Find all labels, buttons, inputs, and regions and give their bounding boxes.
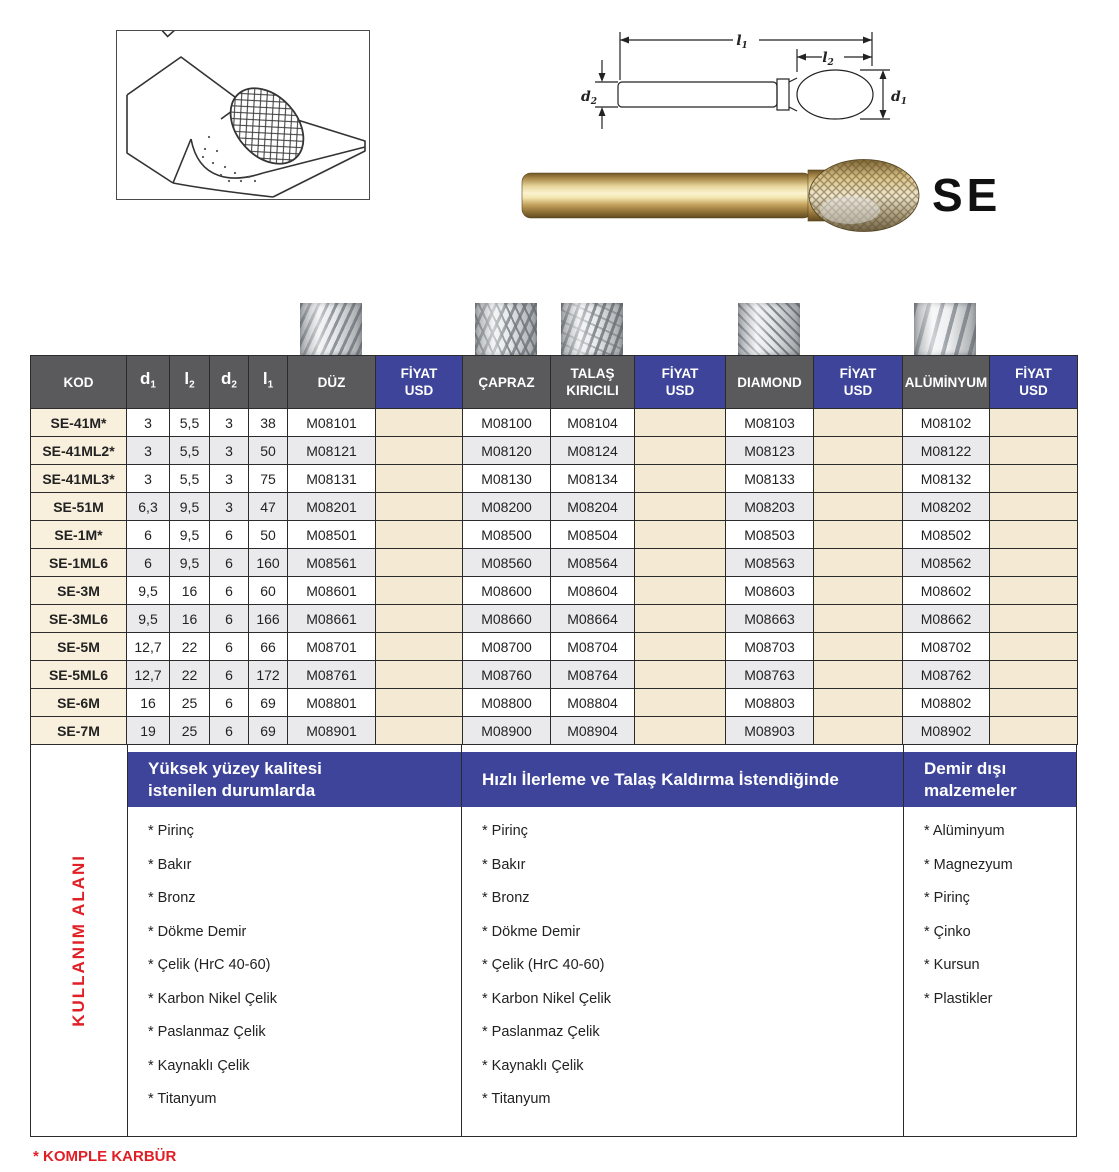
cell-fiyat-usd <box>990 465 1078 493</box>
cell-duz-code: M08601 <box>288 577 376 605</box>
col-header-d1: $d_1$ <box>127 356 170 409</box>
usage-column-header: Hızlı İlerleme ve Talaş Kaldırma İstendiğinde <box>462 752 903 807</box>
usage-column-header: Demir dışı malzemeler <box>904 752 1076 807</box>
cell-fiyat-usd <box>635 493 726 521</box>
usage-item: * Kursun <box>924 957 980 973</box>
cell-aluminyum-code: M08102 <box>903 409 990 437</box>
usage-section-title: KULLANIM ALANI <box>69 854 88 1027</box>
cell-l2: 5,5 <box>170 465 210 493</box>
usage-item: * Magnezyum <box>924 856 1013 873</box>
cell-fiyat-usd <box>990 577 1078 605</box>
cell-duz-code: M08121 <box>288 437 376 465</box>
usage-item: * Bronz <box>482 890 530 906</box>
col-header-duz: DÜZ <box>288 356 376 409</box>
col-header-capraz: ÇAPRAZ <box>463 356 551 409</box>
cell-d2: 6 <box>210 605 249 633</box>
spec-table-body <box>31 409 1078 745</box>
cell-fiyat-usd <box>814 605 903 633</box>
cell-l2: 25 <box>170 689 210 717</box>
cell-duz-code: M08561 <box>288 549 376 577</box>
col-header-kod: KOD <box>31 356 127 409</box>
usage-item: * Titanyum <box>148 1091 217 1107</box>
cell-diamond-code: M08803 <box>726 689 814 717</box>
cell-d2: 6 <box>210 521 249 549</box>
col-header-l2: $l_2$ <box>170 356 210 409</box>
cell-capraz-code: M08600 <box>463 577 551 605</box>
cell-talas-kiricili-code: M08804 <box>551 689 635 717</box>
product-series-label: SE <box>932 169 1002 221</box>
cell-kod: SE-5ML6 <box>31 661 127 689</box>
cell-l2: 22 <box>170 633 210 661</box>
cell-diamond-code: M08563 <box>726 549 814 577</box>
cell-aluminyum-code: M08802 <box>903 689 990 717</box>
cell-kod: SE-41ML3* <box>31 465 127 493</box>
burr-texture-capraz-thumb <box>475 303 537 355</box>
cell-aluminyum-code: M08132 <box>903 465 990 493</box>
col-header-l1: $l_1$ <box>249 356 288 409</box>
dim-label-l1: $l_1$ <box>736 33 748 51</box>
cell-fiyat-usd <box>376 605 463 633</box>
cell-talas-kiricili-code: M08704 <box>551 633 635 661</box>
cell-fiyat-usd <box>814 689 903 717</box>
cell-d2: 3 <box>210 493 249 521</box>
table-row <box>31 549 1078 577</box>
usage-item: * Paslanmaz Çelik <box>148 1024 266 1040</box>
application-illustration <box>116 30 370 200</box>
cell-l1: 160 <box>249 549 288 577</box>
cell-d1: 6,3 <box>127 493 170 521</box>
table-row <box>31 493 1078 521</box>
cell-diamond-code: M08133 <box>726 465 814 493</box>
usage-item: * Karbon Nikel Çelik <box>482 990 611 1007</box>
usage-item: * Pirinç <box>148 823 194 839</box>
cell-fiyat-usd <box>376 661 463 689</box>
cell-diamond-code: M08703 <box>726 633 814 661</box>
dim-label-d2: $d_2$ <box>581 89 598 107</box>
col-header-fiyat-usd-3: FİYAT USD <box>814 356 903 409</box>
cell-talas-kiricili-code: M08104 <box>551 409 635 437</box>
usage-column-yuksek-yuzey <box>128 745 462 1136</box>
usage-item: * Bronz <box>148 890 196 906</box>
carbide-footnote: * KOMPLE KARBÜR <box>33 1148 177 1165</box>
cell-l2: 9,5 <box>170 521 210 549</box>
cell-fiyat-usd <box>814 661 903 689</box>
cell-diamond-code: M08123 <box>726 437 814 465</box>
cell-duz-code: M08761 <box>288 661 376 689</box>
cell-d2: 3 <box>210 409 249 437</box>
cell-duz-code: M08661 <box>288 605 376 633</box>
table-row <box>31 437 1078 465</box>
cell-talas-kiricili-code: M08664 <box>551 605 635 633</box>
cell-capraz-code: M08800 <box>463 689 551 717</box>
cell-kod: SE-51M <box>31 493 127 521</box>
cell-l1: 50 <box>249 521 288 549</box>
cell-aluminyum-code: M08702 <box>903 633 990 661</box>
cell-l2: 22 <box>170 661 210 689</box>
cell-l2: 9,5 <box>170 493 210 521</box>
usage-section <box>30 744 1077 1137</box>
cell-l1: 75 <box>249 465 288 493</box>
cell-capraz-code: M08200 <box>463 493 551 521</box>
cell-fiyat-usd <box>376 493 463 521</box>
usage-item: * Kaynaklı Çelik <box>148 1057 250 1074</box>
cell-talas-kiricili-code: M08204 <box>551 493 635 521</box>
table-row <box>31 605 1078 633</box>
cell-fiyat-usd <box>990 521 1078 549</box>
cell-d2: 6 <box>210 689 249 717</box>
cell-fiyat-usd <box>635 633 726 661</box>
cell-duz-code: M08101 <box>288 409 376 437</box>
cell-fiyat-usd <box>990 493 1078 521</box>
cell-kod: SE-1ML6 <box>31 549 127 577</box>
cell-kod: SE-3ML6 <box>31 605 127 633</box>
cell-d2: 3 <box>210 465 249 493</box>
dim-label-d1: $d_1$ <box>891 89 908 107</box>
cell-l1: 66 <box>249 633 288 661</box>
usage-item: * Kaynaklı Çelik <box>482 1057 584 1074</box>
cell-d2: 6 <box>210 633 249 661</box>
cell-capraz-code: M08760 <box>463 661 551 689</box>
cell-fiyat-usd <box>990 633 1078 661</box>
cell-fiyat-usd <box>990 661 1078 689</box>
cell-fiyat-usd <box>376 717 463 745</box>
cell-diamond-code: M08503 <box>726 521 814 549</box>
cell-aluminyum-code: M08122 <box>903 437 990 465</box>
table-row <box>31 717 1078 745</box>
cell-talas-kiricili-code: M08904 <box>551 717 635 745</box>
cell-d1: 3 <box>127 437 170 465</box>
cell-talas-kiricili-code: M08764 <box>551 661 635 689</box>
cell-fiyat-usd <box>635 437 726 465</box>
cell-fiyat-usd <box>990 689 1078 717</box>
cell-duz-code: M08901 <box>288 717 376 745</box>
spec-table-header-row <box>31 356 1078 409</box>
table-row <box>31 465 1078 493</box>
cell-fiyat-usd <box>990 605 1078 633</box>
cell-duz-code: M08201 <box>288 493 376 521</box>
cell-d2: 6 <box>210 661 249 689</box>
cell-l2: 25 <box>170 717 210 745</box>
cell-l1: 166 <box>249 605 288 633</box>
usage-item: * Plastikler <box>924 990 993 1007</box>
cell-diamond-code: M08903 <box>726 717 814 745</box>
cell-capraz-code: M08130 <box>463 465 551 493</box>
cell-capraz-code: M08100 <box>463 409 551 437</box>
cell-d2: 6 <box>210 577 249 605</box>
cell-duz-code: M08701 <box>288 633 376 661</box>
cell-fiyat-usd <box>814 549 903 577</box>
cell-d2: 3 <box>210 437 249 465</box>
cell-duz-code: M08131 <box>288 465 376 493</box>
usage-item: * Paslanmaz Çelik <box>482 1024 600 1040</box>
col-header-fiyat-usd-2: FİYAT USD <box>635 356 726 409</box>
cell-fiyat-usd <box>376 633 463 661</box>
cell-l1: 69 <box>249 689 288 717</box>
cell-talas-kiricili-code: M08504 <box>551 521 635 549</box>
cell-fiyat-usd <box>990 717 1078 745</box>
cell-l1: 47 <box>249 493 288 521</box>
product-photo <box>500 148 930 243</box>
usage-item: * Titanyum <box>482 1091 551 1107</box>
cell-capraz-code: M08660 <box>463 605 551 633</box>
cell-d2: 6 <box>210 549 249 577</box>
usage-label-cell <box>31 745 128 1136</box>
cell-duz-code: M08801 <box>288 689 376 717</box>
usage-item: * Bakır <box>148 856 192 873</box>
cell-diamond-code: M08663 <box>726 605 814 633</box>
cell-fiyat-usd <box>814 717 903 745</box>
usage-item: * Dökme Demir <box>148 923 247 940</box>
burr-texture-duz-thumb <box>300 303 362 355</box>
cell-fiyat-usd <box>635 549 726 577</box>
burr-texture-aluminyum-thumb <box>914 303 976 355</box>
usage-column-header: Yüksek yüzey kalitesi istenilen durumlarda <box>128 752 461 807</box>
cell-fiyat-usd <box>635 717 726 745</box>
cell-fiyat-usd <box>990 409 1078 437</box>
cell-aluminyum-code: M08502 <box>903 521 990 549</box>
burr-texture-diamond-thumb <box>738 303 800 355</box>
cell-talas-kiricili-code: M08134 <box>551 465 635 493</box>
cell-aluminyum-code: M08562 <box>903 549 990 577</box>
workpiece-drawing-icon <box>117 31 368 198</box>
cell-fiyat-usd <box>635 521 726 549</box>
usage-column-hizli-ilerleme <box>462 745 904 1136</box>
burr-texture-talas-kiricili-thumb <box>561 303 623 355</box>
cell-l2: 9,5 <box>170 549 210 577</box>
usage-column-demir-disi <box>904 745 1076 1136</box>
usage-item: * Pirinç <box>482 823 528 839</box>
cell-fiyat-usd <box>814 521 903 549</box>
cell-fiyat-usd <box>376 689 463 717</box>
table-row <box>31 577 1078 605</box>
usage-item: * Alüminyum <box>924 823 1005 839</box>
cell-fiyat-usd <box>635 661 726 689</box>
cell-l1: 50 <box>249 437 288 465</box>
cell-d1: 19 <box>127 717 170 745</box>
cell-kod: SE-41ML2* <box>31 437 127 465</box>
cell-kod: SE-1M* <box>31 521 127 549</box>
cell-l2: 16 <box>170 605 210 633</box>
cell-d1: 9,5 <box>127 605 170 633</box>
cell-fiyat-usd <box>635 577 726 605</box>
cell-aluminyum-code: M08202 <box>903 493 990 521</box>
cell-talas-kiricili-code: M08124 <box>551 437 635 465</box>
cell-l2: 16 <box>170 577 210 605</box>
cell-l2: 5,5 <box>170 437 210 465</box>
cell-fiyat-usd <box>814 633 903 661</box>
cell-fiyat-usd <box>814 437 903 465</box>
cell-d1: 6 <box>127 521 170 549</box>
cell-kod: SE-3M <box>31 577 127 605</box>
col-header-fiyat-usd-1: FİYAT USD <box>376 356 463 409</box>
cell-kod: SE-5M <box>31 633 127 661</box>
usage-item: * Bakır <box>482 856 526 873</box>
table-row <box>31 409 1078 437</box>
cell-fiyat-usd <box>376 437 463 465</box>
cell-l1: 38 <box>249 409 288 437</box>
col-header-talas-kiricili: TALAŞ KIRICILI <box>551 356 635 409</box>
table-row <box>31 521 1078 549</box>
cell-capraz-code: M08900 <box>463 717 551 745</box>
cell-l1: 60 <box>249 577 288 605</box>
cell-fiyat-usd <box>814 409 903 437</box>
cell-capraz-code: M08120 <box>463 437 551 465</box>
cell-l2: 5,5 <box>170 409 210 437</box>
cell-d1: 3 <box>127 409 170 437</box>
table-row <box>31 661 1078 689</box>
cell-d1: 3 <box>127 465 170 493</box>
table-row <box>31 633 1078 661</box>
usage-list <box>128 823 461 1125</box>
cell-l1: 172 <box>249 661 288 689</box>
cell-d1: 16 <box>127 689 170 717</box>
cell-kod: SE-41M* <box>31 409 127 437</box>
cell-fiyat-usd <box>376 465 463 493</box>
col-header-fiyat-usd-4: FİYAT USD <box>990 356 1078 409</box>
cell-aluminyum-code: M08662 <box>903 605 990 633</box>
col-header-d2: $d_2$ <box>210 356 249 409</box>
dimension-diagram <box>575 22 915 142</box>
usage-item: * Pirinç <box>924 890 970 906</box>
cell-fiyat-usd <box>376 549 463 577</box>
cell-aluminyum-code: M08762 <box>903 661 990 689</box>
cell-fiyat-usd <box>376 409 463 437</box>
usage-item: * Çelik (HrC 40-60) <box>482 957 605 973</box>
cell-capraz-code: M08500 <box>463 521 551 549</box>
usage-item: * Çelik (HrC 40-60) <box>148 957 271 973</box>
cell-l1: 69 <box>249 717 288 745</box>
cell-fiyat-usd <box>814 577 903 605</box>
usage-item: * Karbon Nikel Çelik <box>148 990 277 1007</box>
cell-capraz-code: M08700 <box>463 633 551 661</box>
usage-item: * Çinko <box>924 923 971 940</box>
cell-diamond-code: M08763 <box>726 661 814 689</box>
cell-d1: 6 <box>127 549 170 577</box>
cell-diamond-code: M08603 <box>726 577 814 605</box>
cell-talas-kiricili-code: M08564 <box>551 549 635 577</box>
cell-diamond-code: M08103 <box>726 409 814 437</box>
cell-kod: SE-6M <box>31 689 127 717</box>
cell-fiyat-usd <box>814 493 903 521</box>
cell-d2: 6 <box>210 717 249 745</box>
cell-fiyat-usd <box>376 577 463 605</box>
dim-label-l2: $l_2$ <box>822 50 834 68</box>
cell-d1: 9,5 <box>127 577 170 605</box>
cell-fiyat-usd <box>376 521 463 549</box>
cell-fiyat-usd <box>990 549 1078 577</box>
cell-duz-code: M08501 <box>288 521 376 549</box>
cell-aluminyum-code: M08902 <box>903 717 990 745</box>
usage-list <box>904 823 1076 1024</box>
cell-d1: 12,7 <box>127 633 170 661</box>
cell-capraz-code: M08560 <box>463 549 551 577</box>
cell-fiyat-usd <box>814 465 903 493</box>
cell-kod: SE-7M <box>31 717 127 745</box>
usage-item: * Dökme Demir <box>482 923 581 940</box>
cell-fiyat-usd <box>635 465 726 493</box>
cell-fiyat-usd <box>635 689 726 717</box>
cell-talas-kiricili-code: M08604 <box>551 577 635 605</box>
cell-diamond-code: M08203 <box>726 493 814 521</box>
col-header-diamond: DIAMOND <box>726 356 814 409</box>
cell-aluminyum-code: M08602 <box>903 577 990 605</box>
cell-fiyat-usd <box>635 409 726 437</box>
table-row <box>31 689 1078 717</box>
col-header-aluminyum: ALÜMİNYUM <box>903 356 990 409</box>
cell-d1: 12,7 <box>127 661 170 689</box>
cell-fiyat-usd <box>635 605 726 633</box>
usage-list <box>462 823 903 1125</box>
spec-table <box>30 355 1078 745</box>
cell-fiyat-usd <box>990 437 1078 465</box>
